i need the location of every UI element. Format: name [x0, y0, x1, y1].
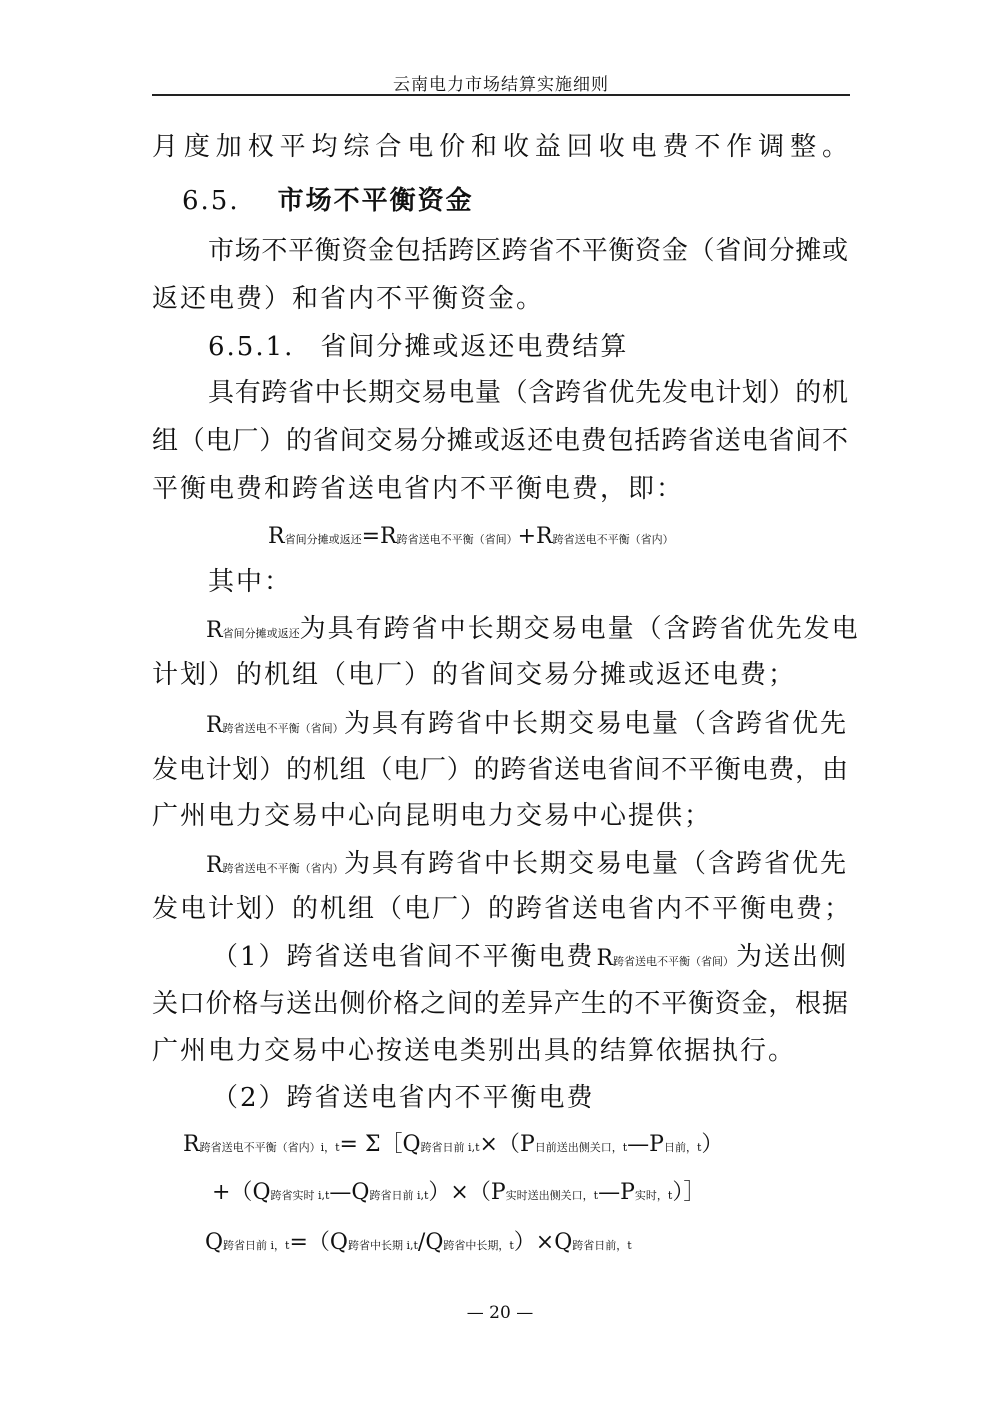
definition-line: R省间分摊或返还 为具有跨省中长期交易电量（含跨省优先发电	[206, 614, 860, 644]
subsection-number: 6.5.1.	[208, 332, 295, 362]
equation-total: R省间分摊或返还=R跨省送电不平衡（省间）+R跨省送电不平衡（省内）	[268, 524, 674, 549]
section-heading	[182, 188, 474, 214]
paragraph-line: 平衡电费和跨省送电省内不平衡电费，即：	[152, 474, 685, 504]
section-title: 市场不平衡资金	[277, 186, 474, 216]
definition-line: R跨省送电不平衡（省间） 为具有跨省中长期交易电量（含跨省优先	[206, 709, 848, 739]
paragraph-line: 返还电费）和省内不平衡资金。	[152, 284, 545, 314]
paragraph-line: 广州电力交易中心按送电类别出具的结算依据执行。	[152, 1036, 797, 1066]
paragraph-line: 其中：	[208, 567, 293, 597]
paragraph-line: 广州电力交易中心向昆明电力交易中心提供；	[152, 801, 713, 831]
paragraph-line: 发电计划）的机组（电厂）的跨省送电省内不平衡电费；	[152, 894, 853, 924]
header-rule	[152, 94, 850, 96]
subsection-title: 省间分摊或返还电费结算	[320, 332, 629, 362]
subsection-heading	[208, 334, 628, 360]
paragraph-line: 发电计划）的机组（电厂）的跨省送电省间不平衡电费，由	[152, 755, 848, 785]
paragraph-line: 计划）的机组（电厂）的省间交易分摊或返还电费；	[152, 660, 797, 690]
equation-intra-line2: +（Q跨省实时 i,t—Q跨省日前 i,t）×（P实时送出侧关口，t—P实时，t）］	[212, 1180, 706, 1205]
page-number: — 20 —	[466, 1303, 534, 1323]
definition-line: R跨省送电不平衡（省内） 为具有跨省中长期交易电量（含跨省优先	[206, 849, 848, 879]
paragraph-line: 关口价格与送出侧价格之间的差异产生的不平衡资金，根据	[152, 989, 848, 1019]
equation-day-ahead: Q跨省日前 i，t=（Q跨省中长期 i,t/Q跨省中长期，t）×Q跨省日前，t	[205, 1230, 632, 1255]
paragraph-line: 市场不平衡资金包括跨区跨省不平衡资金（省间分摊或	[208, 236, 848, 266]
paragraph-line: （2）跨省送电省内不平衡电费	[212, 1083, 595, 1113]
paragraph-line: （1）跨省送电省间不平衡电费 R跨省送电不平衡（省间） 为送出侧	[212, 942, 848, 972]
paragraph-line: 月度加权平均综合电价和收益回收电费不作调整。	[152, 132, 848, 162]
equation-intra-line1: R跨省送电不平衡（省内）i，t= Σ［Q跨省日前 i,t×（P日前送出侧关口，t—P日前，t）	[183, 1132, 724, 1157]
section-number: 6.5.	[182, 186, 240, 216]
paragraph-line: 具有跨省中长期交易电量（含跨省优先发电计划）的机	[208, 378, 848, 408]
paragraph-line: 组（电厂）的省间交易分摊或返还电费包括跨省送电省间不	[152, 426, 848, 456]
page-header: 云南电力市场结算实施细则	[393, 75, 609, 95]
